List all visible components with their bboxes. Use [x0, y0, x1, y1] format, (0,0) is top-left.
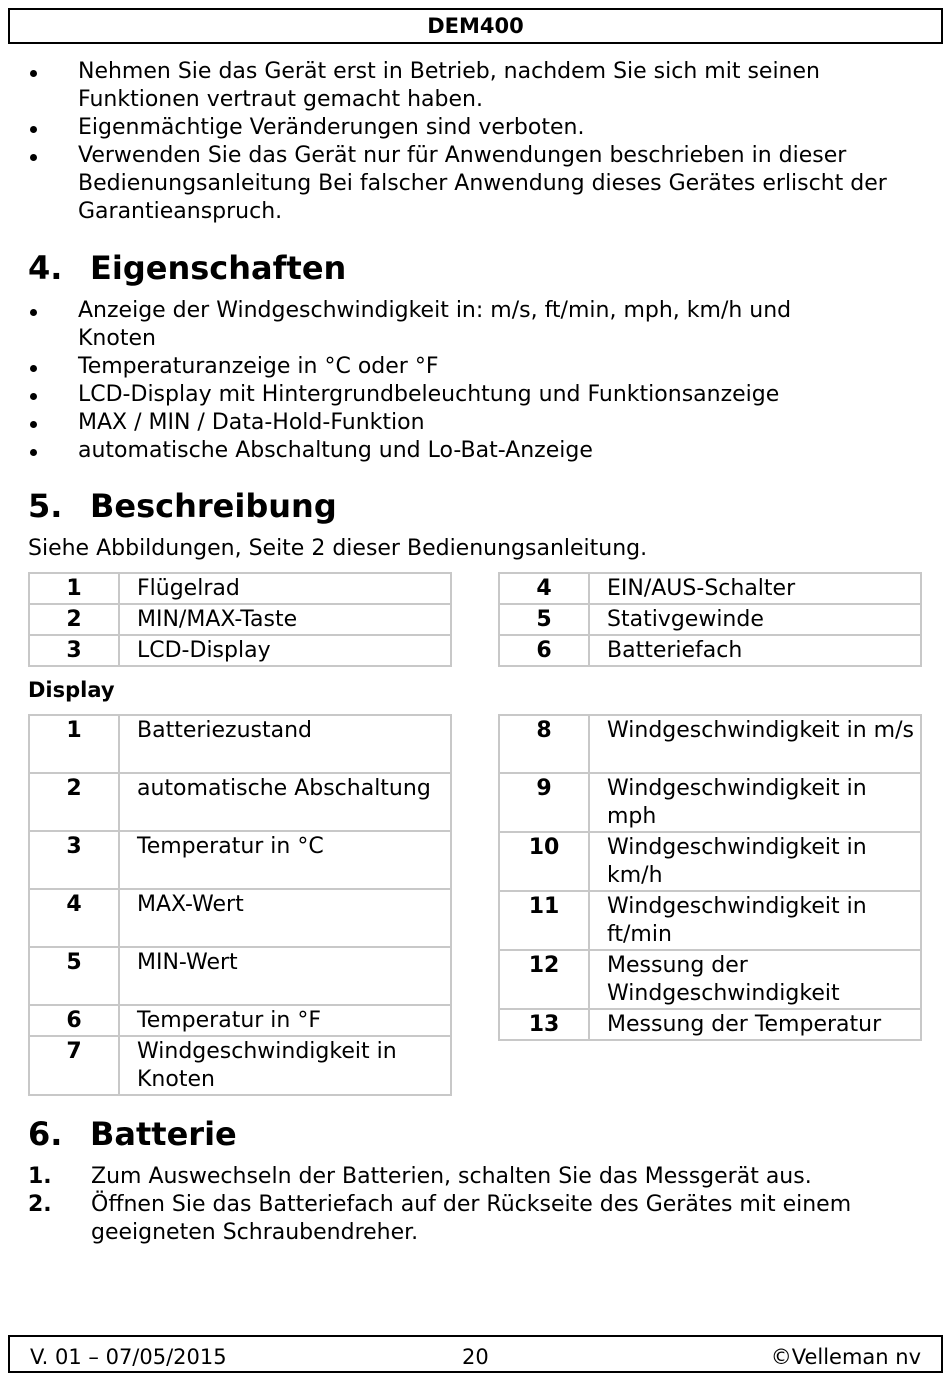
list-item: LCD-Display mit Hintergrundbeleuchtung und Funktionsanzeige [28, 381, 868, 409]
list-item: Nehmen Sie das Gerät erst in Betrieb, nachdem Sie sich mit seinen Funktionen vertraut gemacht haben. [28, 58, 928, 114]
table-cell-number: 1 [29, 715, 119, 773]
section-intro-text: Siehe Abbildungen, Seite 2 dieser Bedienungsanleitung. [28, 536, 648, 561]
table-row [29, 1005, 451, 1036]
table-cell-label: Windgeschwindigkeit in mph [589, 773, 921, 832]
table-row [499, 573, 921, 604]
table-cell-label: MAX-Wert [119, 889, 451, 947]
section-number: 6. [28, 1115, 63, 1153]
table-cell-label: Windgeschwindigkeit in km/h [589, 832, 921, 891]
battery-steps-list [28, 1163, 898, 1247]
list-item: automatische Abschaltung und Lo-Bat-Anzeige [28, 437, 868, 465]
table-cell-number: 10 [499, 832, 589, 891]
table-cell-label: Windgeschwindigkeit in m/s [589, 715, 921, 773]
list-item: Temperaturanzeige in °C oder °F [28, 353, 868, 381]
table-cell-label: Flügelrad [119, 573, 451, 604]
display-subheading: Display [28, 678, 115, 702]
page-header [8, 8, 943, 44]
section-title: Batterie [90, 1115, 237, 1153]
list-item: MAX / MIN / Data-Hold-Funktion [28, 409, 868, 437]
features-bullet-list [28, 297, 868, 465]
table-cell-number: 13 [499, 1009, 589, 1040]
table-cell-number: 4 [499, 573, 589, 604]
table-cell-number: 11 [499, 891, 589, 950]
table-cell-label: Stativgewinde [589, 604, 921, 635]
table-cell-number: 1 [29, 573, 119, 604]
table-cell-number: 9 [499, 773, 589, 832]
table-cell-number: 5 [29, 947, 119, 1005]
table-row [29, 573, 451, 604]
table-cell-label: Temperatur in °F [119, 1005, 451, 1036]
list-item: Anzeige der Windgeschwindigkeit in: m/s, ft/min, mph, km/h und Knoten [28, 297, 868, 353]
table-cell-label: Batteriezustand [119, 715, 451, 773]
table-row [499, 832, 921, 891]
table-cell-label: MIN/MAX-Taste [119, 604, 451, 635]
table-cell-number: 2 [29, 604, 119, 635]
step-text: Öffnen Sie das Batteriefach auf der Rückseite des Gerätes mit einem geeigneten Schraubendreher. [91, 1192, 852, 1245]
section-number: 5. [28, 487, 63, 525]
table-row [499, 604, 921, 635]
parts-table-left [28, 572, 452, 667]
table-cell-label: MIN-Wert [119, 947, 451, 1005]
table-row [499, 1009, 921, 1040]
display-table-right [498, 714, 922, 1041]
table-cell-label: Batteriefach [589, 635, 921, 666]
list-item: Verwenden Sie das Gerät nur für Anwendungen beschrieben in dieser Bedienungsanleitung Bei falscher Anwendung dieses Gerätes erlischt der Garantieanspruch. [28, 142, 928, 226]
section-heading-batterie [28, 1114, 237, 1154]
section-title: Beschreibung [90, 487, 337, 525]
list-item [28, 1191, 898, 1247]
footer-version: V. 01 – 07/05/2015 [30, 1345, 227, 1369]
footer-page-number: 20 [462, 1345, 489, 1369]
table-cell-number: 7 [29, 1036, 119, 1095]
table-cell-number: 8 [499, 715, 589, 773]
table-row [499, 950, 921, 1009]
table-cell-number: 3 [29, 831, 119, 889]
table-row [29, 947, 451, 1005]
list-item: Eigenmächtige Veränderungen sind verboten. [28, 114, 928, 142]
step-number: 1. [28, 1164, 52, 1189]
intro-bullet-list [28, 58, 928, 226]
table-row [499, 715, 921, 773]
section-heading-eigenschaften [28, 248, 346, 288]
table-row [499, 635, 921, 666]
parts-table-right [498, 572, 922, 667]
table-cell-number: 5 [499, 604, 589, 635]
section-title: Eigenschaften [90, 249, 347, 287]
table-row [29, 1036, 451, 1095]
table-row [29, 831, 451, 889]
table-cell-label: Messung der Windgeschwindigkeit [589, 950, 921, 1009]
page-footer [8, 1335, 943, 1373]
section-number: 4. [28, 249, 63, 287]
table-cell-number: 3 [29, 635, 119, 666]
table-cell-label: Windgeschwindigkeit in ft/min [589, 891, 921, 950]
table-cell-number: 6 [29, 1005, 119, 1036]
table-row [29, 604, 451, 635]
table-cell-number: 4 [29, 889, 119, 947]
table-cell-number: 12 [499, 950, 589, 1009]
table-row [499, 773, 921, 832]
table-cell-number: 2 [29, 773, 119, 831]
table-row [29, 889, 451, 947]
table-cell-number: 6 [499, 635, 589, 666]
header-title: DEM400 [427, 14, 524, 38]
list-item [28, 1163, 898, 1191]
table-row [499, 891, 921, 950]
footer-copyright: ©Velleman nv [770, 1345, 921, 1369]
table-row [29, 773, 451, 831]
table-row [29, 635, 451, 666]
display-table-left [28, 714, 452, 1096]
table-cell-label: EIN/AUS-Schalter [589, 573, 921, 604]
step-text: Zum Auswechseln der Batterien, schalten Sie das Messgerät aus. [91, 1164, 812, 1189]
step-number: 2. [28, 1192, 52, 1217]
table-cell-label: automatische Abschaltung [119, 773, 451, 831]
table-cell-label: LCD-Display [119, 635, 451, 666]
table-row [29, 715, 451, 773]
table-cell-label: Windgeschwindigkeit in Knoten [119, 1036, 451, 1095]
table-cell-label: Temperatur in °C [119, 831, 451, 889]
table-cell-label: Messung der Temperatur [589, 1009, 921, 1040]
section-heading-beschreibung [28, 486, 337, 526]
